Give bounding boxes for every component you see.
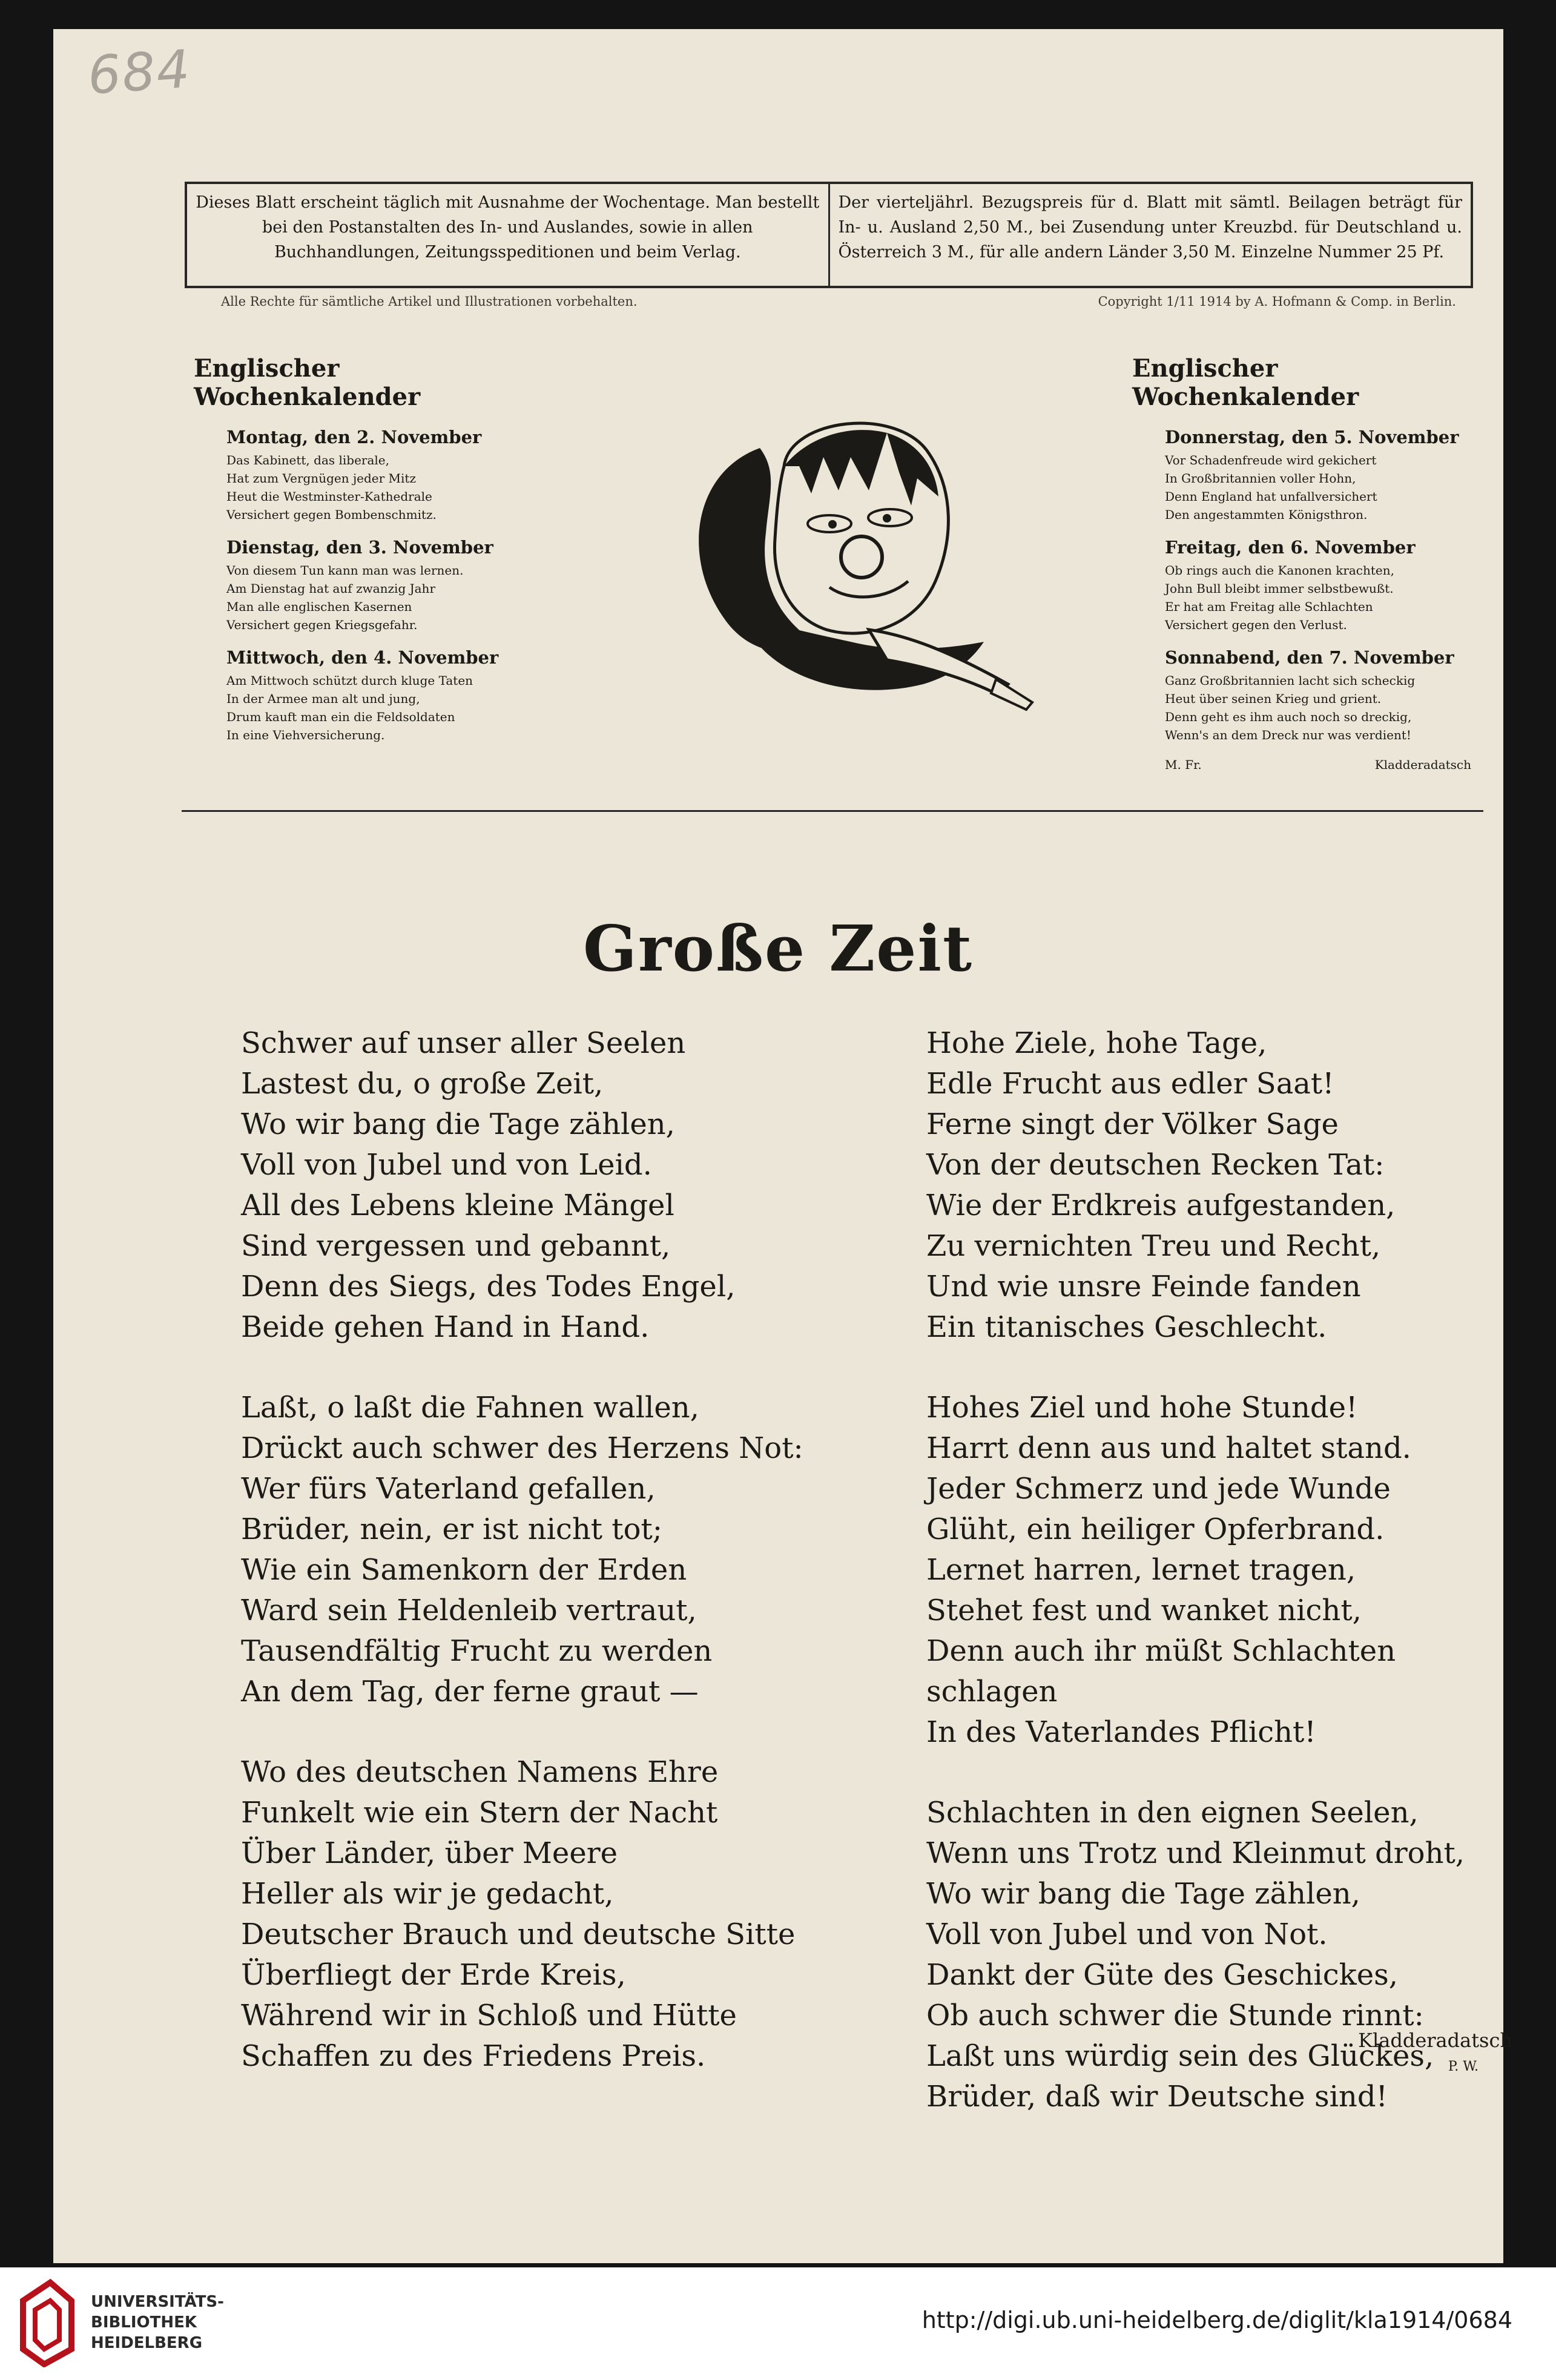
day-line: Den angestammten Königsthron.	[1165, 507, 1368, 522]
calendar-day	[1132, 537, 1471, 634]
day-line: Versichert gegen Bombenschmitz.	[226, 507, 437, 522]
poem-line: Lastest du, o große Zeit,	[241, 1067, 604, 1101]
day-line: Versichert gegen den Verlust.	[1165, 618, 1347, 632]
poem-line: Drückt auch schwer des Herzens Not:	[241, 1431, 803, 1465]
poem-line: Brüder, daß wir Deutsche sind!	[926, 2080, 1388, 2114]
poem-line: Wer fürs Vaterland gefallen,	[241, 1472, 656, 1506]
poem-right-column	[926, 1023, 1532, 2117]
calendar-day	[194, 427, 533, 524]
poem-line: Funkelt wie ein Stern der Nacht	[241, 1796, 718, 1830]
section-divider	[182, 810, 1483, 812]
day-line: In der Armee man alt und jung,	[226, 691, 420, 706]
poem-line: Lernet harren, lernet tragen,	[926, 1553, 1356, 1587]
day-line: Ganz Großbritannien lacht sich scheckig	[1165, 673, 1416, 688]
copyright-notice: Copyright 1/11 1914 by A. Hofmann & Comp. in Berlin.	[1098, 294, 1456, 309]
poem-stanza	[241, 1023, 846, 1348]
library-name-line: UNIVERSITÄTS-	[91, 2293, 224, 2311]
poem-line: Laßt, o laßt die Fahnen wallen,	[241, 1391, 699, 1425]
poem-line: In des Vaterlandes Pflicht!	[926, 1715, 1316, 1749]
day-line: Drum kauft man ein die Feldsoldaten	[226, 710, 455, 724]
poem-line: Beide gehen Hand in Hand.	[241, 1310, 650, 1344]
university-library-logo-icon[interactable]	[17, 2276, 77, 2367]
day-line: Hat zum Vergnügen jeder Mitz	[226, 471, 416, 486]
permalink-url[interactable]: http://digi.ub.uni-heidelberg.de/diglit/kla1914/0684	[921, 2307, 1512, 2333]
day-line: Denn England hat unfallversichert	[1165, 489, 1377, 504]
day-line: Am Dienstag hat auf zwanzig Jahr	[226, 581, 435, 596]
poem-line: Voll von Jubel und von Not.	[926, 1917, 1328, 1951]
calendar-day	[1132, 647, 1471, 744]
day-title: Donnerstag, den 5. November	[1165, 427, 1459, 447]
poem-stanza	[241, 1752, 846, 2077]
poem-line: Über Länder, über Meere	[241, 1836, 618, 1870]
poem-initials: P. W.	[1448, 2059, 1479, 2074]
poem-line: Wo wir bang die Tage zählen,	[926, 1877, 1360, 1911]
poem-line: Jeder Schmerz und jede Wunde	[926, 1472, 1391, 1506]
calendar-day	[1132, 427, 1471, 524]
poem-line: Heller als wir je gedacht,	[241, 1877, 614, 1911]
day-title: Sonnabend, den 7. November	[1165, 647, 1454, 668]
calendar-left-column	[194, 354, 533, 757]
poem-stanza	[926, 1388, 1532, 1753]
poem-line: Wenn uns Trotz und Kleinmut droht,	[926, 1836, 1465, 1870]
calendar-right-column	[1132, 354, 1471, 772]
day-line: John Bull bleibt immer selbstbewußt.	[1165, 581, 1394, 596]
day-line: Er hat am Freitag alle Schlachten	[1165, 599, 1373, 614]
poem-line: Wie ein Samenkorn der Erden	[241, 1553, 687, 1587]
day-line: In eine Viehversicherung.	[226, 728, 385, 742]
poem-source: Kladderadatsch	[1358, 2029, 1512, 2052]
calendar-signature-source: Kladderadatsch	[1374, 757, 1471, 772]
caricature-illustration	[669, 400, 1038, 727]
calendar-signature	[1132, 757, 1471, 772]
day-line: Wenn's an dem Dreck nur was verdient!	[1165, 728, 1411, 742]
poem-signature	[1358, 2027, 1512, 2080]
day-line: Man alle englischen Kasernen	[226, 599, 412, 614]
day-line: Das Kabinett, das liberale,	[226, 453, 390, 467]
poem-line: Schaffen zu des Friedens Preis.	[241, 2039, 706, 2073]
info-box-left: Dieses Blatt erscheint täglich mit Ausnahme der Wochentage. Man bestellt bei den Postanstalten des In- und Auslandes, sowie in allen Buchhandlungen, Zeitungsspeditionen und beim Verlag.	[196, 193, 820, 262]
library-name[interactable]	[91, 2292, 224, 2353]
poem-line: Laßt uns würdig sein des Glückes,	[926, 2039, 1434, 2073]
poem-line: Ein titanisches Geschlecht.	[926, 1310, 1327, 1344]
poem-line: Brüder, nein, er ist nicht tot;	[241, 1512, 662, 1546]
poem-line: An dem Tag, der ferne graut —	[241, 1675, 699, 1709]
day-line: Heut die Westminster-Kathedrale	[226, 489, 432, 504]
poem-title: Große Zeit	[583, 911, 973, 986]
poem-line: Wo des deutschen Namens Ehre	[241, 1755, 719, 1789]
poem-line: Stehet fest und wanket nicht,	[926, 1594, 1362, 1627]
poem-line: Ferne singt der Völker Sage	[926, 1107, 1339, 1141]
calendar-day	[194, 537, 533, 634]
calendar-day	[194, 647, 533, 744]
poem-line: Tausendfältig Frucht zu werden	[241, 1634, 713, 1668]
poem-line: Während wir in Schloß und Hütte	[241, 1999, 737, 2032]
poem-line: Wo wir bang die Tage zählen,	[241, 1107, 675, 1141]
day-line: Am Mittwoch schützt durch kluge Taten	[226, 673, 473, 688]
day-title: Dienstag, den 3. November	[226, 537, 493, 558]
poem-line: Wie der Erdkreis aufgestanden,	[926, 1188, 1396, 1222]
poem-line: Überfliegt der Erde Kreis,	[241, 1958, 626, 1992]
subscription-info-box	[185, 182, 1473, 288]
rights-notice: Alle Rechte für sämtliche Artikel und Illustrationen vorbehalten.	[221, 294, 638, 309]
day-line: Heut über seinen Krieg und grient.	[1165, 691, 1382, 706]
day-line: Vor Schadenfreude wird gekichert	[1165, 453, 1377, 467]
poem-line: Hohe Ziele, hohe Tage,	[926, 1026, 1267, 1060]
poem-stanza	[926, 1023, 1532, 1348]
poem-line: Von der deutschen Recken Tat:	[926, 1148, 1385, 1182]
calendar-signature-initials: M. Fr.	[1165, 757, 1202, 772]
poem-line: Edle Frucht aus edler Saat!	[926, 1067, 1334, 1101]
poem-stanza	[241, 1388, 846, 1712]
poem-line: Denn auch ihr müßt Schlachten schlagen	[926, 1634, 1396, 1709]
library-name-line: BIBLIOTHEK	[91, 2313, 197, 2332]
day-line: Denn geht es ihm auch noch so dreckig,	[1165, 710, 1412, 724]
day-line: Ob rings auch die Kanonen krachten,	[1165, 563, 1394, 578]
poem-line: Deutscher Brauch und deutsche Sitte	[241, 1917, 796, 1951]
poem-line: All des Lebens kleine Mängel	[241, 1188, 674, 1222]
poem-line: Voll von Jubel und von Leid.	[241, 1148, 652, 1182]
day-title: Mittwoch, den 4. November	[226, 647, 499, 668]
poem-line: Zu vernichten Treu und Recht,	[926, 1229, 1381, 1263]
poem-line: Schwer auf unser aller Seelen	[241, 1026, 686, 1060]
poem-line: Und wie unsre Feinde fanden	[926, 1270, 1361, 1304]
poem-line: Schlachten in den eignen Seelen,	[926, 1796, 1419, 1830]
manuscript-page-number: 684	[85, 39, 193, 107]
poem-line: Glüht, ein heiliger Opferbrand.	[926, 1512, 1385, 1546]
poem-line: Hohes Ziel und hohe Stunde!	[926, 1391, 1358, 1425]
day-line: Von diesem Tun kann man was lernen.	[226, 563, 464, 578]
day-line: In Großbritannien voller Hohn,	[1165, 471, 1356, 486]
day-title: Montag, den 2. November	[226, 427, 482, 447]
calendar-heading-left: Englischer Wochenkalender	[194, 354, 421, 411]
day-title: Freitag, den 6. November	[1165, 537, 1416, 558]
poem-line: Ward sein Heldenleib vertraut,	[241, 1594, 697, 1627]
poem-line: Sind vergessen und gebannt,	[241, 1229, 671, 1263]
library-name-line: HEIDELBERG	[91, 2334, 203, 2352]
poem-line: Denn des Siegs, des Todes Engel,	[241, 1270, 736, 1304]
poem-line: Dankt der Güte des Geschickes,	[926, 1958, 1399, 1992]
poem-line: Ob auch schwer die Stunde rinnt:	[926, 1999, 1424, 2032]
poem-line: Harrt denn aus und haltet stand.	[926, 1431, 1411, 1465]
info-box-right: Der vierteljährl. Bezugspreis für d. Blatt mit sämtl. Beilagen beträgt für In- u. Ausland 2,50 M., bei Zusendung unter Kreuzbd. für Deutschland u. Österreich 3 M., für alle andern Länder 3,50 M. Einzelne Nummer 25 Pf.	[828, 184, 1471, 286]
poem-left-column	[241, 1023, 846, 2077]
day-line: Versichert gegen Kriegsgefahr.	[226, 618, 418, 632]
calendar-heading-right: Englischer Wochenkalender	[1132, 354, 1359, 411]
